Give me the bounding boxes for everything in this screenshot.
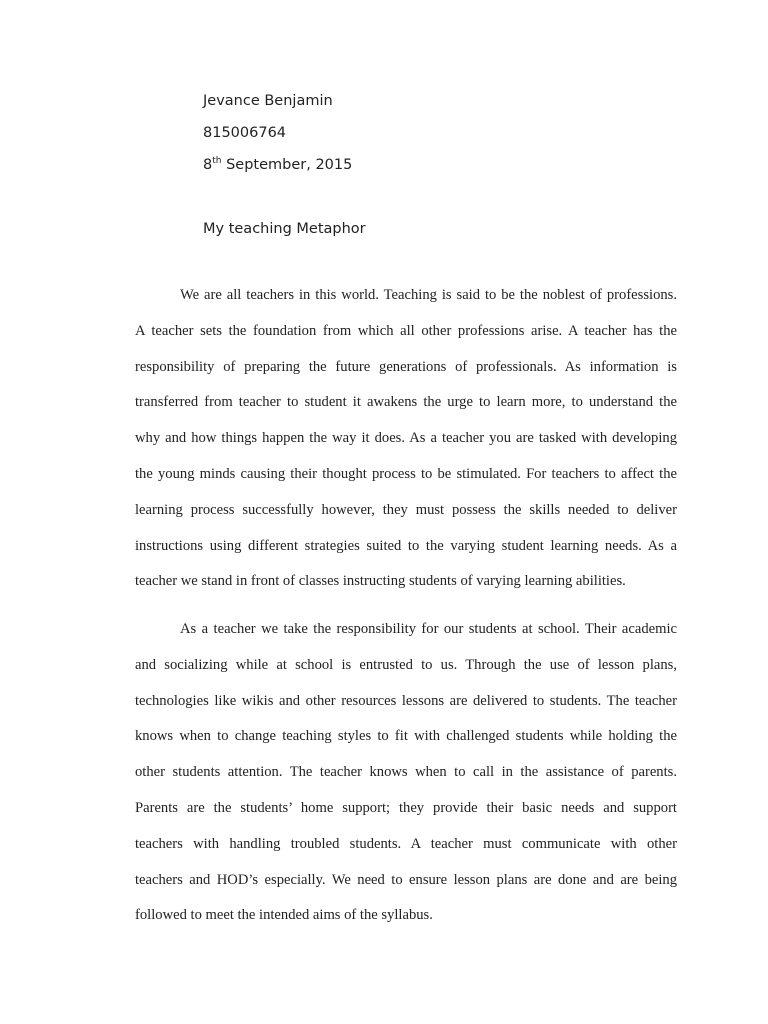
paragraph-line: instructions using different strategies suited to the varying student learning needs. As a: [135, 537, 677, 554]
paragraph-2: [135, 612, 677, 934]
paragraph-line: As a teacher we take the responsibility for our students at school. Their academic: [180, 621, 677, 637]
paragraph-line: A teacher sets the foundation from which all other professions arise. A teacher has the: [135, 322, 677, 339]
paragraph-line: teachers with handling troubled students. A teacher must communicate with other: [135, 835, 677, 852]
document-title: My teaching Metaphor: [203, 221, 366, 237]
document-date: [203, 152, 366, 184]
paragraph-line: responsibility of preparing the future generations of professionals. As information is: [135, 358, 677, 375]
paragraph-line: teachers and HOD’s especially. We need to ensure lesson plans are done and are being: [135, 871, 677, 888]
paragraph-line: and socializing while at school is entrusted to us. Through the use of lesson plans,: [135, 656, 677, 673]
paragraph-line: technologies like wikis and other resources lessons are delivered to students. The teacher: [135, 692, 677, 709]
paragraph-line: learning process successfully however, they must possess the skills needed to deliver: [135, 501, 677, 518]
paragraph-line: why and how things happen the way it does. As a teacher you are tasked with developing: [135, 430, 677, 447]
document-header: [203, 88, 366, 248]
date-suffix: th: [212, 156, 222, 167]
date-rest: September, 2015: [221, 157, 353, 173]
paragraph-line: teacher we stand in front of classes instructing students of varying learning abilities.: [135, 573, 626, 590]
paragraph-line: followed to meet the intended aims of the syllabus.: [135, 907, 433, 924]
paragraph-line: We are all teachers in this world. Teaching is said to be the noblest of professions.: [180, 287, 677, 303]
paragraph-line: Parents are the students’ home support; they provide their basic needs and support: [135, 799, 677, 816]
student-id: 815006764: [203, 125, 287, 141]
author-name: Jevance Benjamin: [203, 93, 333, 109]
paragraph-line: transferred from teacher to student it awakens the urge to learn more, to understand the: [135, 394, 677, 411]
paragraph-line: other students attention. The teacher knows when to call in the assistance of parents.: [135, 764, 677, 781]
paragraph-1: [135, 278, 677, 600]
date-day: 8: [203, 157, 213, 173]
paragraph-line: knows when to change teaching styles to fit with challenged students while holding the: [135, 728, 677, 745]
paragraph-line: the young minds causing their thought process to be stimulated. For teachers to affect the: [135, 465, 677, 482]
